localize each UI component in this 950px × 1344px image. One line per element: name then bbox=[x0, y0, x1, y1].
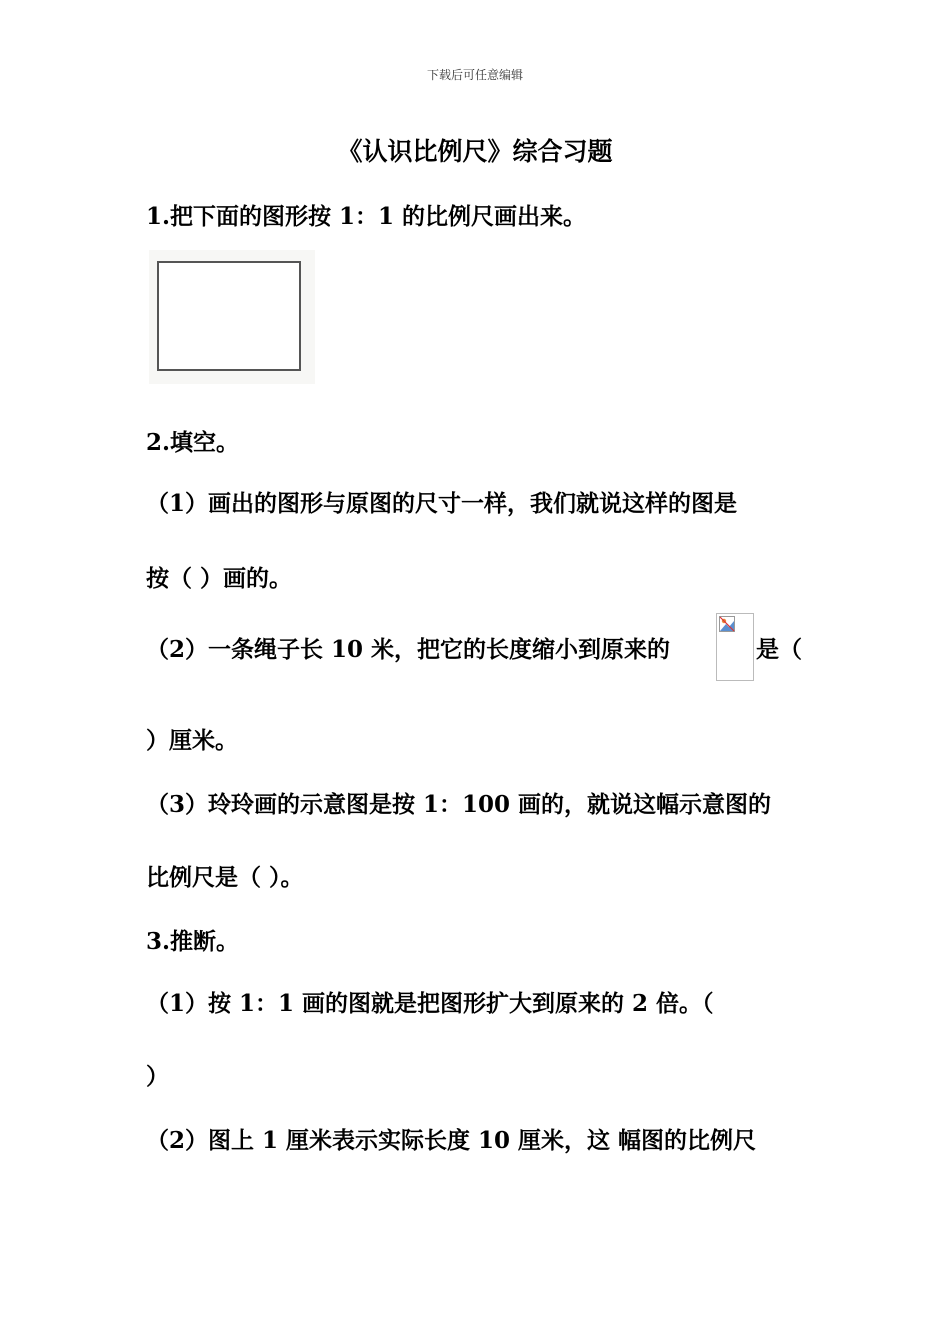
q2-2-line-b: ）厘米。 bbox=[146, 727, 238, 754]
q3-2-line-a: （2）图上 1 厘米表示实际长度 10 厘米，这 幅图的比例尺 bbox=[146, 1127, 757, 1154]
question-1: 1.把下面的图形按 1：1 的比例尺画出来。 bbox=[146, 203, 587, 230]
broken-image-icon bbox=[719, 616, 735, 632]
q2-1-line-b: 按（ ）画的。 bbox=[146, 565, 293, 592]
q2-2-line-a: （2）一条绳子长 10 米，把它的长度缩小到原来的 bbox=[146, 636, 671, 663]
q2-2-line-a-right: 是（ bbox=[756, 636, 802, 663]
q3-1-line-a: （1）按 1：1 画的图就是把图形扩大到原来的 2 倍。（ bbox=[146, 990, 714, 1017]
q3-1-line-b: ） bbox=[146, 1063, 169, 1090]
page-title: 《认识比例尺》综合习题 bbox=[337, 137, 613, 166]
fraction-image bbox=[716, 613, 754, 681]
question-2: 2.填空。 bbox=[146, 429, 240, 456]
q2-1-line-a: （1）画出的图形与原图的尺寸一样，我们就说这样的图是 bbox=[146, 490, 738, 517]
header-note: 下载后可任意编辑 bbox=[426, 68, 523, 82]
q2-3-line-a: （3）玲玲画的示意图是按 1：100 画的，就说这幅示意图的 bbox=[146, 791, 772, 818]
rectangle-figure bbox=[149, 250, 315, 384]
q2-3-line-b: 比例尺是（ ）。 bbox=[146, 864, 304, 891]
question-3: 3.推断。 bbox=[146, 928, 240, 955]
rectangle-shape bbox=[157, 261, 301, 371]
